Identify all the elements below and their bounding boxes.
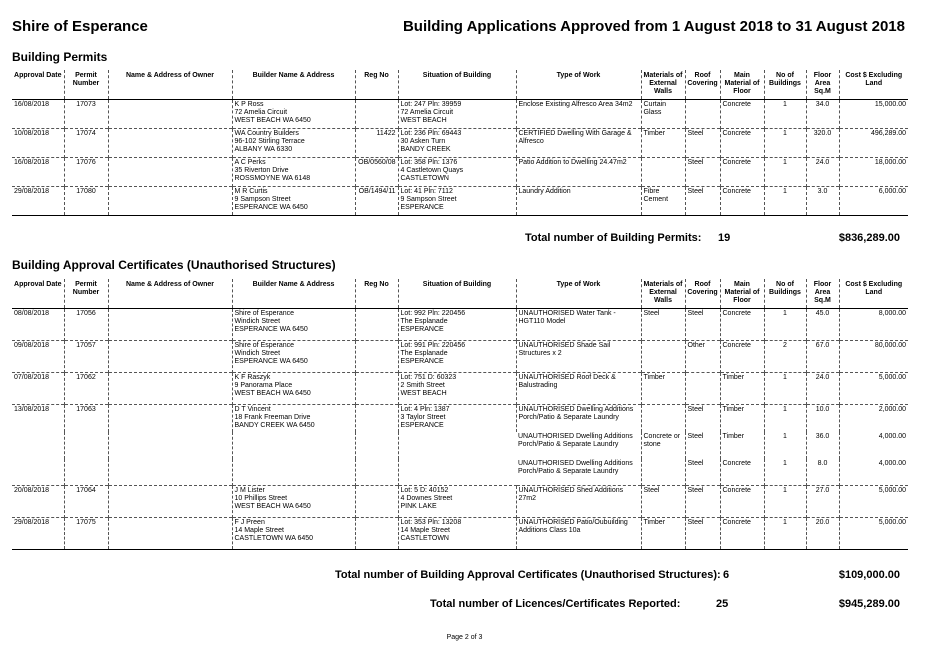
situation-line: PINK LAKE: [400, 503, 437, 510]
type-of-work: UNAUTHORISED Dwelling Additions Porch/Patio & Separate Laundry: [516, 405, 641, 432]
grand-total-count: 25: [716, 598, 729, 610]
situation-line: BANDY CREEK: [400, 146, 451, 153]
situation-line: 4 Downes Street: [400, 495, 453, 502]
approval-date: 16/08/2018: [12, 158, 64, 187]
column-header: Situation of Building: [398, 70, 516, 100]
column-header: Main Material of Floor: [720, 279, 764, 309]
situation-line: Lot: 353 Pln: 13208: [400, 519, 462, 526]
builder-line: ESPERANCE WA 6450: [234, 358, 308, 365]
column-header: Reg No: [355, 279, 398, 309]
builder-line: CASTLETOWN WA 6450: [234, 535, 314, 542]
builder-line: M R Curtis: [234, 188, 268, 195]
cost: 8,000.00: [839, 309, 908, 341]
permit-number: 17064: [64, 486, 108, 518]
column-header: No of Buildings: [764, 70, 806, 100]
floor-material: Timber: [720, 373, 764, 405]
type-of-work: UNAUTHORISED Roof Deck & Balustrading: [516, 373, 641, 405]
no-of-buildings: 1: [764, 158, 806, 187]
table-row: [12, 129, 908, 158]
header-row: [12, 70, 908, 100]
builder: [232, 341, 355, 373]
situation-line: Lot: 991 Pln: 220456: [400, 342, 466, 349]
no-of-buildings: 1: [764, 518, 806, 550]
situation-line: Lot: 4 Pln: 1387: [400, 406, 450, 413]
builder: [232, 309, 355, 341]
situation-line: 14 Maple Street: [400, 527, 450, 534]
permit-number: 17056: [64, 309, 108, 341]
builder-line: Shire of Esperance: [234, 342, 295, 349]
floor-area: 34.0: [806, 100, 839, 129]
builder-line: ESPERANCE WA 6450: [234, 204, 308, 211]
permits-total-count: 19: [718, 232, 731, 244]
reg-no: OB/0560/08: [355, 158, 398, 187]
floor-material: Concrete: [720, 129, 764, 158]
floor-area: 3.0: [806, 187, 839, 216]
situation-line: The Esplanade: [400, 318, 448, 325]
approval-date: 16/08/2018: [12, 100, 64, 129]
no-of-buildings: 1: [764, 486, 806, 518]
builder-line: K F Raszyk: [234, 374, 271, 381]
column-header: Floor Area Sq.M: [806, 70, 839, 100]
reg-no: [355, 405, 398, 486]
builder-line: K P Ross: [234, 101, 264, 108]
builder-line: WEST BEACH WA 6450: [234, 503, 311, 510]
table-row: [12, 158, 908, 187]
column-header: No of Buildings: [764, 279, 806, 309]
floor-material: Concrete: [720, 187, 764, 216]
roof-covering: Steel: [685, 129, 720, 158]
situation-line: Lot: 41 Pln: 7112: [400, 188, 453, 195]
table-row: [12, 518, 908, 550]
situation: [398, 129, 516, 158]
column-header: Materials of External Walls: [641, 70, 685, 100]
external-walls: Curtain Glass: [641, 100, 685, 129]
column-header: Type of Work: [516, 279, 641, 309]
external-walls: [641, 158, 685, 187]
roof-covering: Steel: [685, 309, 720, 341]
reg-no: [355, 518, 398, 550]
certificates-total-label: Total number of Building Approval Certificates (Unauthorised Structures):: [335, 569, 721, 581]
certificates-total-count: 6: [723, 569, 730, 581]
certificates-table: [12, 279, 908, 550]
builder-line: A C Perks: [234, 159, 266, 166]
situation: [398, 405, 516, 486]
no-of-buildings: 1: [764, 187, 806, 216]
floor-material: Concrete: [720, 158, 764, 187]
permit-number: 17062: [64, 373, 108, 405]
permits-section-title: Building Permits: [12, 50, 108, 64]
floor-area: 27.0: [806, 486, 839, 518]
situation-line: ESPERANCE: [400, 358, 444, 365]
situation-line: CASTLETOWN: [400, 175, 449, 182]
reg-no: [355, 486, 398, 518]
roof-covering: Steel: [685, 432, 720, 459]
situation: [398, 341, 516, 373]
situation-line: 3 Taylor Street: [400, 414, 446, 421]
column-header: Cost $ Excluding Land: [839, 70, 908, 100]
situation-line: Lot: 992 Pln: 220456: [400, 310, 466, 317]
situation-line: ESPERANCE: [400, 326, 444, 333]
builder-line: Windich Street: [234, 350, 281, 357]
floor-material: Concrete: [720, 100, 764, 129]
table-row: [12, 341, 908, 373]
cost: 6,000.00: [839, 187, 908, 216]
cost: 80,000.00: [839, 341, 908, 373]
external-walls: Timber: [641, 129, 685, 158]
owner: [108, 486, 232, 518]
approval-date: 20/08/2018: [12, 486, 64, 518]
no-of-buildings: 1: [764, 405, 806, 432]
owner: [108, 518, 232, 550]
situation-line: Lot: 236 Pln: 69443: [400, 130, 462, 137]
builder-line: ROSSMOYNE WA 6148: [234, 175, 311, 182]
table-row: [12, 187, 908, 216]
permits-table: [12, 70, 908, 216]
owner: [108, 129, 232, 158]
no-of-buildings: 2: [764, 341, 806, 373]
builder-line: 9 Panorama Place: [234, 382, 293, 389]
page-number: Page 2 of 3: [446, 634, 483, 641]
floor-material: Concrete: [720, 459, 764, 486]
table-row: [12, 373, 908, 405]
builder-line: 9 Sampson Street: [234, 196, 291, 203]
column-header: Approval Date: [14, 72, 62, 79]
builder: [232, 158, 355, 187]
table-row: [12, 486, 908, 518]
type-of-work: UNAUTHORISED Shed Additions 27m2: [516, 486, 641, 518]
floor-area: 45.0: [806, 309, 839, 341]
column-header: Reg No: [355, 70, 398, 100]
builder: [232, 129, 355, 158]
grand-total-cost: $945,289.00: [838, 598, 900, 610]
no-of-buildings: 1: [764, 373, 806, 405]
column-header: Roof Covering: [685, 70, 720, 100]
column-header: Situation of Building: [398, 279, 516, 309]
approval-date: 07/08/2018: [12, 373, 64, 405]
builder: [232, 518, 355, 550]
no-of-buildings: 1: [764, 129, 806, 158]
external-walls: [641, 459, 685, 486]
type-of-work: UNAUTHORISED Shade Sail Structures x 2: [516, 341, 641, 373]
external-walls: Timber: [641, 373, 685, 405]
builder-line: Shire of Esperance: [234, 310, 295, 317]
builder-line: 96-102 Stirling Terrace: [234, 138, 305, 145]
floor-area: 20.0: [806, 518, 839, 550]
grand-total-label: Total number of Licences/Certificates Reported:: [430, 598, 681, 610]
permit-number: 17076: [64, 158, 108, 187]
builder-line: 14 Maple Street: [234, 527, 284, 534]
roof-covering: Steel: [685, 518, 720, 550]
builder-line: ESPERANCE WA 6450: [234, 326, 308, 333]
approval-date: 10/08/2018: [12, 129, 64, 158]
external-walls: Steel: [641, 309, 685, 341]
column-header: Materials of External Walls: [641, 279, 685, 309]
column-header: Approval Date: [14, 281, 62, 288]
situation: [398, 158, 516, 187]
situation: [398, 373, 516, 405]
situation: [398, 309, 516, 341]
external-walls: [641, 341, 685, 373]
type-of-work: UNAUTHORISED Patio/Oubuilding Additions Class 10a: [516, 518, 641, 550]
report-title: Building Applications Approved from 1 August 2018 to 31 August 2018: [402, 18, 905, 35]
situation-line: ESPERANCE: [400, 422, 444, 429]
permit-number: 17073: [64, 100, 108, 129]
cost: 2,000.00: [839, 405, 908, 432]
owner: [108, 100, 232, 129]
situation-line: Lot: 751 D: 60323: [400, 374, 457, 381]
permits-total-cost: $836,289.00: [838, 232, 900, 244]
type-of-work: UNAUTHORISED Water Tank - HGT110 Model: [516, 309, 641, 341]
situation-line: WEST BEACH: [400, 117, 447, 124]
floor-area: 8.0: [806, 459, 839, 486]
roof-covering: Steel: [685, 187, 720, 216]
situation-line: 4 Castletown Quays: [400, 167, 464, 174]
floor-area: 24.0: [806, 373, 839, 405]
owner: [108, 373, 232, 405]
situation-line: Lot: 247 Pln: 39959: [400, 101, 462, 108]
situation: [398, 518, 516, 550]
reg-no: [355, 309, 398, 341]
external-walls: Timber: [641, 518, 685, 550]
cost: 496,289.00: [839, 129, 908, 158]
situation: [398, 486, 516, 518]
roof-covering: Steel: [685, 459, 720, 486]
builder-line: F J Preen: [234, 519, 265, 526]
situation-line: ESPERANCE: [400, 204, 444, 211]
situation-line: Lot: 5 D: 40152: [400, 487, 449, 494]
reg-no: [355, 341, 398, 373]
cost: 15,000.00: [839, 100, 908, 129]
approval-date: 08/08/2018: [12, 309, 64, 341]
type-of-work: Patio Addition to Dwelling 24.47m2: [516, 158, 641, 187]
column-header: Name & Address of Owner: [108, 279, 232, 309]
roof-covering: Other: [685, 341, 720, 373]
reg-no: 11422: [355, 129, 398, 158]
external-walls: Steel: [641, 486, 685, 518]
table-row: [12, 100, 908, 129]
builder: [232, 405, 355, 486]
column-header: Cost $ Excluding Land: [839, 279, 908, 309]
builder-line: 72 Amelia Circuit: [234, 109, 288, 116]
column-header: Builder Name & Address: [232, 279, 355, 309]
table-row: [12, 405, 908, 432]
external-walls: [641, 405, 685, 432]
no-of-buildings: 1: [764, 100, 806, 129]
owner: [108, 309, 232, 341]
header-row: [12, 279, 908, 309]
situation-line: 30 Asken Turn: [400, 138, 446, 145]
permit-number: 17074: [64, 129, 108, 158]
builder-line: 10 Phillips Street: [234, 495, 288, 502]
builder-line: 18 Frank Freeman Drive: [234, 414, 311, 421]
approval-date: 09/08/2018: [12, 341, 64, 373]
floor-material: Concrete: [720, 486, 764, 518]
roof-covering: [685, 100, 720, 129]
permit-number: 17075: [64, 518, 108, 550]
type-of-work: UNAUTHORISED Dwelling Additions Porch/Patio & Separate Laundry: [518, 459, 633, 475]
floor-material: Concrete: [720, 309, 764, 341]
builder: [232, 187, 355, 216]
certificates-total-cost: $109,000.00: [838, 569, 900, 581]
floor-material: Concrete: [720, 341, 764, 373]
builder-line: J M Lister: [234, 487, 265, 494]
roof-covering: Steel: [685, 405, 720, 432]
floor-material: Timber: [720, 432, 764, 459]
cost: 5,000.00: [839, 518, 908, 550]
column-header: Builder Name & Address: [232, 70, 355, 100]
type-of-work: CERTIFIED Dwelling With Garage & Alfresco: [516, 129, 641, 158]
external-walls: Concrete or stone: [641, 432, 685, 459]
situation-line: The Esplanade: [400, 350, 448, 357]
roof-covering: Steel: [685, 486, 720, 518]
reg-no: [355, 100, 398, 129]
cost: 18,000.00: [839, 158, 908, 187]
situation-line: 9 Sampson Street: [400, 196, 457, 203]
builder: [232, 486, 355, 518]
type-of-work: UNAUTHORISED Dwelling Additions Porch/Patio & Separate Laundry: [518, 432, 633, 448]
reg-no: OB/1494/11: [355, 187, 398, 216]
floor-area: 24.0: [806, 158, 839, 187]
situation-line: CASTLETOWN: [400, 535, 449, 542]
owner: [108, 158, 232, 187]
column-header: Roof Covering: [685, 279, 720, 309]
permits-total-label: Total number of Building Permits:: [525, 232, 702, 244]
permit-number: 17080: [64, 187, 108, 216]
approval-date: 29/08/2018: [12, 518, 64, 550]
floor-material: Timber: [720, 405, 764, 432]
reg-no: [355, 373, 398, 405]
no-of-buildings: 1: [764, 432, 806, 459]
column-header: Permit Number: [64, 70, 108, 100]
builder-line: WA Country Builders: [234, 130, 299, 137]
owner: [108, 405, 232, 486]
builder-line: Windich Street: [234, 318, 281, 325]
roof-covering: [685, 373, 720, 405]
situation: [398, 187, 516, 216]
shire-name: Shire of Esperance: [12, 18, 148, 35]
roof-covering: Steel: [685, 158, 720, 187]
certificates-section-title: Building Approval Certificates (Unauthorised Structures): [12, 258, 336, 272]
floor-area: 67.0: [806, 341, 839, 373]
cost: 4,000.00: [839, 432, 908, 459]
approval-date: 29/08/2018: [12, 187, 64, 216]
permit-number: 17057: [64, 341, 108, 373]
no-of-buildings: 1: [764, 309, 806, 341]
builder-line: 35 Riverton Drive: [234, 167, 289, 174]
column-header: Floor Area Sq.M: [806, 279, 839, 309]
situation-line: WEST BEACH: [400, 390, 447, 397]
floor-area: 36.0: [806, 432, 839, 459]
cost: 5,000.00: [839, 373, 908, 405]
no-of-buildings: 1: [764, 459, 806, 486]
situation-line: Lot: 358 Pln: 1376: [400, 159, 458, 166]
owner: [108, 341, 232, 373]
situation: [398, 100, 516, 129]
type-of-work: Laundry Addition: [516, 187, 641, 216]
floor-area: 10.0: [806, 405, 839, 432]
builder: [232, 100, 355, 129]
column-header: Name & Address of Owner: [108, 70, 232, 100]
cost: 5,000.00: [839, 486, 908, 518]
permit-number: 17063: [64, 405, 108, 486]
column-header: Permit Number: [64, 279, 108, 309]
builder-line: WEST BEACH WA 6450: [234, 390, 311, 397]
cost: 4,000.00: [839, 459, 908, 486]
floor-area: 320.0: [806, 129, 839, 158]
builder: [232, 373, 355, 405]
builder-line: WEST BEACH WA 6450: [234, 117, 311, 124]
floor-material: Concrete: [720, 518, 764, 550]
column-header: Type of Work: [516, 70, 641, 100]
external-walls: Fibre Cement: [641, 187, 685, 216]
type-of-work: Enclose Existing Alfresco Area 34m2: [516, 100, 641, 129]
builder-line: D T Vincent: [234, 406, 271, 413]
table-row: [12, 309, 908, 341]
builder-line: BANDY CREEK WA 6450: [234, 422, 315, 429]
approval-date: 13/08/2018: [12, 405, 64, 486]
situation-line: 2 Smith Street: [400, 382, 445, 389]
situation-line: 72 Amelia Circuit: [400, 109, 454, 116]
column-header: Main Material of Floor: [720, 70, 764, 100]
builder-line: ALBANY WA 6330: [234, 146, 293, 153]
owner: [108, 187, 232, 216]
